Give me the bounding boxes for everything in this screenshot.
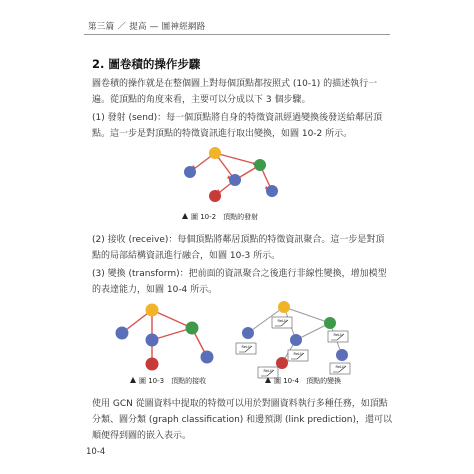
relu-box-yellow: [272, 317, 292, 328]
node-blue-center: [229, 174, 241, 186]
node-blue-left: [242, 327, 254, 339]
paragraph-receive: (2) 接收 (receive)：每個頂點將鄰居頂點的特徵資訊聚合。這一步是對頂點的局部結構資訊進行融合，如圖 10-3 所示。: [92, 235, 385, 261]
relu-box-blue-center: [288, 350, 308, 361]
svg-text:ReLU: ReLU: [335, 365, 345, 369]
header-divider: [84, 34, 390, 35]
node-yellow: [278, 301, 290, 313]
node-green: [254, 159, 266, 171]
node-yellow: [209, 147, 221, 159]
node-blue-left: [116, 327, 129, 340]
node-blue-left: [184, 166, 196, 178]
node-yellow: [146, 304, 159, 317]
node-green: [324, 317, 336, 329]
relu-box-blue-right: [330, 363, 350, 374]
node-green: [186, 322, 199, 335]
paragraph-intro: 圖卷積的操作就是在整個圖上對每個頂點都按照式 (10-1) 的描述執行一遍。從頂點的角度來看，主要可以分成以下 3 個步驟。: [92, 79, 378, 105]
node-blue-center: [146, 334, 159, 347]
svg-text:ReLU: ReLU: [241, 345, 251, 349]
relu-box-green: [328, 331, 348, 342]
node-red: [146, 358, 159, 371]
section-title: 2. 圖卷積的操作步驟: [92, 57, 201, 71]
paragraph-gcn-usage: 使用 GCN 從圖資料中提取的特徵可以用於對圖資料執行多種任務，如頂點分類、圖分類 (graph classification) 和邊預測 (link prediction)，還可以順便得到圖的嵌入表示。: [92, 399, 392, 441]
figure-caption-transform: 圖 10-4 頂點的變換: [265, 376, 341, 386]
svg-text:ReLU: ReLU: [263, 369, 273, 373]
figure-caption-receive: 圖 10-3 頂點的接收: [130, 376, 206, 386]
node-blue-right: [201, 351, 214, 364]
relu-box-blue-left: [236, 343, 256, 354]
figure-send-graph: [175, 143, 295, 213]
svg-text:ReLU: ReLU: [277, 319, 287, 323]
running-header: 第三篇 ／ 提高 — 圖神經網路: [88, 22, 206, 32]
svg-text:ReLU: ReLU: [293, 352, 303, 356]
triangle-marker-icon: [265, 377, 271, 383]
node-blue-right: [336, 349, 348, 361]
paragraph-transform: (3) 變換 (transform)：把前面的資訊聚合之後進行非線性變換，增加模型的表達能力，如圖 10-4 所示。: [92, 269, 387, 295]
node-blue-center: [290, 334, 302, 346]
node-blue-right: [266, 185, 278, 197]
svg-text:ReLU: ReLU: [333, 333, 343, 337]
figure-receive-graph: [100, 300, 250, 380]
figure-caption-send: 圖 10-2 頂點的發射: [182, 212, 258, 222]
figure-transform-graph: [230, 295, 370, 380]
triangle-marker-icon: [182, 213, 188, 219]
triangle-marker-icon: [130, 377, 136, 383]
paragraph-send: (1) 發射 (send)：每一個頂點將自身的特徵資訊經過變換後發送給鄰居頂點。這一步是對頂點的特徵資訊進行取出變換，如圖 10-2 所示。: [92, 113, 383, 139]
node-red: [209, 190, 221, 202]
page-number: 10-4: [86, 447, 106, 457]
